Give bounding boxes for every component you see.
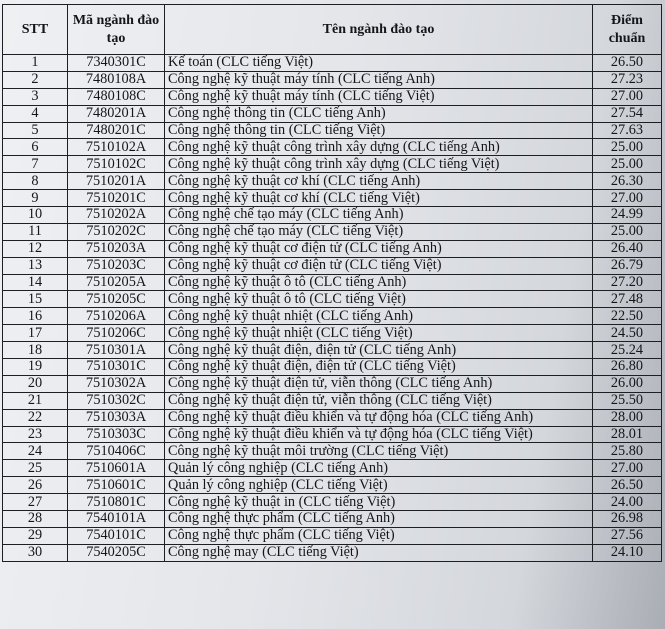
table-row [3,71,662,88]
table-row [3,257,662,274]
row-stt: 8 [3,173,68,190]
row-code: 7510201A [68,173,165,190]
row-name: Công nghệ kỹ thuật công trình xây dựng (CLC tiếng Anh) [165,139,593,156]
table-row [3,308,662,325]
row-code: 7510201C [68,190,165,207]
table-row [3,274,662,291]
row-stt: 13 [3,257,68,274]
row-stt: 18 [3,342,68,359]
row-name: Công nghệ chế tạo máy (CLC tiếng Việt) [165,223,593,240]
row-name: Công nghệ kỹ thuật máy tính (CLC tiếng Anh) [165,71,593,88]
row-code: 7540205C [68,544,165,561]
row-code: 7510206C [68,325,165,342]
row-code: 7510202A [68,207,165,224]
row-code: 7510303C [68,426,165,443]
table-row [3,173,662,190]
table-row [3,88,662,105]
table-row [3,527,662,544]
row-code: 7340301C [68,55,165,72]
row-name: Công nghệ kỹ thuật cơ khí (CLC tiếng Việt) [165,190,593,207]
row-stt: 29 [3,527,68,544]
row-code: 7510302A [68,375,165,392]
table-row [3,291,662,308]
table-row [3,409,662,426]
row-code: 7510406C [68,443,165,460]
row-stt: 19 [3,359,68,376]
row-name: Công nghệ kỹ thuật điều khiển và tự động hóa (CLC tiếng Anh) [165,409,593,426]
row-code: 7480108C [68,88,165,105]
table-row [3,207,662,224]
header-code: Mã ngành đào tạo [68,5,165,55]
row-name: Công nghệ kỹ thuật cơ điện tử (CLC tiếng Việt) [165,257,593,274]
row-score: 27.54 [593,105,662,122]
row-code: 7510601A [68,460,165,477]
row-stt: 4 [3,105,68,122]
row-name: Quản lý công nghiệp (CLC tiếng Việt) [165,477,593,494]
table-row [3,105,662,122]
row-score: 25.00 [593,156,662,173]
row-stt: 21 [3,392,68,409]
row-name: Công nghệ kỹ thuật điện tử, viễn thông (CLC tiếng Việt) [165,392,593,409]
row-score: 26.50 [593,55,662,72]
row-name: Công nghệ may (CLC tiếng Việt) [165,544,593,561]
table-row [3,477,662,494]
row-score: 25.50 [593,392,662,409]
row-score: 26.80 [593,359,662,376]
row-stt: 30 [3,544,68,561]
row-code: 7510102C [68,156,165,173]
row-stt: 28 [3,511,68,528]
row-score: 27.56 [593,527,662,544]
table-row [3,544,662,561]
row-code: 7510202C [68,223,165,240]
row-name: Công nghệ kỹ thuật in (CLC tiếng Việt) [165,494,593,511]
row-code: 7510301C [68,359,165,376]
header-name: Tên ngành đào tạo [165,5,593,55]
row-name: Công nghệ kỹ thuật điều khiển và tự động hóa (CLC tiếng Việt) [165,426,593,443]
row-name: Công nghệ chế tạo máy (CLC tiếng Anh) [165,207,593,224]
row-code: 7510102A [68,139,165,156]
row-score: 26.30 [593,173,662,190]
row-score: 25.24 [593,342,662,359]
row-stt: 2 [3,71,68,88]
table-row [3,375,662,392]
row-stt: 14 [3,274,68,291]
table-row [3,443,662,460]
row-score: 26.40 [593,240,662,257]
row-score: 27.00 [593,88,662,105]
row-name: Công nghệ kỹ thuật ô tô (CLC tiếng Việt) [165,291,593,308]
table-row [3,156,662,173]
row-code: 7510801C [68,494,165,511]
row-name: Công nghệ thông tin (CLC tiếng Anh) [165,105,593,122]
row-stt: 9 [3,190,68,207]
row-stt: 25 [3,460,68,477]
row-code: 7510601C [68,477,165,494]
row-score: 27.23 [593,71,662,88]
row-score: 26.00 [593,375,662,392]
table-row [3,240,662,257]
row-code: 7510205A [68,274,165,291]
row-name: Công nghệ kỹ thuật điện, điện tử (CLC tiếng Anh) [165,342,593,359]
row-score: 27.48 [593,291,662,308]
row-name: Công nghệ kỹ thuật cơ điện tử (CLC tiếng Anh) [165,240,593,257]
table-body [3,55,662,562]
row-score: 24.10 [593,544,662,561]
table-row [3,342,662,359]
row-score: 28.00 [593,409,662,426]
row-score: 28.01 [593,426,662,443]
table-row [3,122,662,139]
row-name: Công nghệ thực phẩm (CLC tiếng Việt) [165,527,593,544]
row-code: 7510205C [68,291,165,308]
row-stt: 23 [3,426,68,443]
row-name: Công nghệ kỹ thuật môi trường (CLC tiếng Việt) [165,443,593,460]
row-stt: 15 [3,291,68,308]
row-stt: 22 [3,409,68,426]
row-score: 26.50 [593,477,662,494]
row-stt: 12 [3,240,68,257]
row-code: 7510302C [68,392,165,409]
row-stt: 5 [3,122,68,139]
row-code: 7510203A [68,240,165,257]
row-stt: 17 [3,325,68,342]
row-name: Quản lý công nghiệp (CLC tiếng Anh) [165,460,593,477]
row-code: 7540101C [68,527,165,544]
row-name: Công nghệ kỹ thuật nhiệt (CLC tiếng Việt) [165,325,593,342]
row-code: 7480108A [68,71,165,88]
row-stt: 1 [3,55,68,72]
row-stt: 3 [3,88,68,105]
row-stt: 27 [3,494,68,511]
table-header-row [3,5,662,55]
row-name: Công nghệ kỹ thuật ô tô (CLC tiếng Anh) [165,274,593,291]
row-name: Công nghệ thực phẩm (CLC tiếng Anh) [165,511,593,528]
row-score: 25.00 [593,139,662,156]
table-row [3,325,662,342]
row-name: Công nghệ kỹ thuật cơ khí (CLC tiếng Anh) [165,173,593,190]
row-name: Công nghệ kỹ thuật công trình xây dựng (CLC tiếng Việt) [165,156,593,173]
row-score: 24.50 [593,325,662,342]
table-row [3,494,662,511]
header-stt: STT [3,5,68,55]
row-score: 26.98 [593,511,662,528]
table-row [3,190,662,207]
row-name: Công nghệ kỹ thuật điện, điện tử (CLC tiếng Việt) [165,359,593,376]
row-score: 25.00 [593,223,662,240]
table-row [3,511,662,528]
row-score: 26.79 [593,257,662,274]
row-stt: 16 [3,308,68,325]
row-stt: 26 [3,477,68,494]
row-stt: 24 [3,443,68,460]
row-code: 7510206A [68,308,165,325]
row-score: 25.80 [593,443,662,460]
table-row [3,426,662,443]
row-name: Công nghệ kỹ thuật điện tử, viễn thông (CLC tiếng Anh) [165,375,593,392]
row-code: 7510303A [68,409,165,426]
table-row [3,359,662,376]
row-score: 22.50 [593,308,662,325]
row-name: Công nghệ thông tin (CLC tiếng Việt) [165,122,593,139]
table-row [3,223,662,240]
row-name: Kế toán (CLC tiếng Việt) [165,55,593,72]
row-score: 27.63 [593,122,662,139]
table-row [3,55,662,72]
row-code: 7480201A [68,105,165,122]
table-row [3,460,662,477]
row-stt: 20 [3,375,68,392]
row-score: 27.00 [593,190,662,207]
row-stt: 7 [3,156,68,173]
row-score: 24.00 [593,494,662,511]
row-name: Công nghệ kỹ thuật máy tính (CLC tiếng Việt) [165,88,593,105]
row-score: 24.99 [593,207,662,224]
admission-score-table [2,4,662,562]
table-row [3,139,662,156]
row-stt: 10 [3,207,68,224]
row-score: 27.20 [593,274,662,291]
row-stt: 11 [3,223,68,240]
row-code: 7510203C [68,257,165,274]
row-code: 7510301A [68,342,165,359]
row-name: Công nghệ kỹ thuật nhiệt (CLC tiếng Anh) [165,308,593,325]
header-score: Điểm chuẩn [593,5,662,55]
row-stt: 6 [3,139,68,156]
table-row [3,392,662,409]
row-score: 27.00 [593,460,662,477]
row-code: 7540101A [68,511,165,528]
row-code: 7480201C [68,122,165,139]
